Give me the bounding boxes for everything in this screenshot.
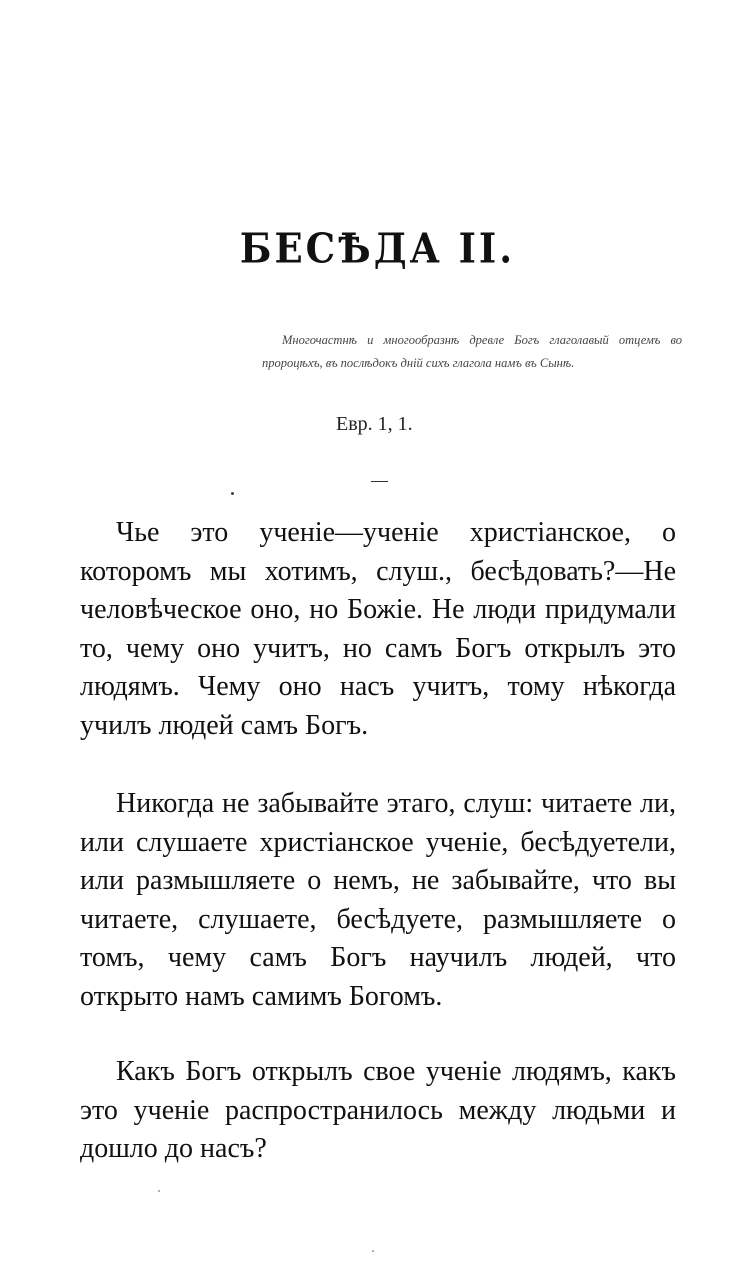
separator-rule — [371, 481, 388, 482]
paragraph-1: Чье это ученіе—ученіе христіанское, о которомъ мы хотимъ, слуш., бесѣдовать?—Не человѣческое оно, но Божіе. Не люди придумали то, чему оно учитъ, но самъ Богъ открылъ это людямъ. Чему оно насъ учитъ, тому нѣкогда училъ людей самъ Богъ. — [80, 517, 676, 741]
chapter-heading: БЕСѢДА II. — [239, 223, 516, 273]
print-speck — [158, 1190, 160, 1192]
print-speck — [231, 492, 234, 495]
paragraph-3: Какъ Богъ открылъ свое ученіе людямъ, какъ это ученіе распространилось между людьми и дошло до насъ? — [80, 1056, 676, 1164]
epigraph-quote: Многочастнѣ и многообразнѣ древле Богъ глаголавый отцемъ во пророцѣхъ, въ послѣдокъ дній сихъ глагола намъ въ Сынѣ. — [262, 333, 682, 370]
epigraph-reference: Евр. 1, 1. — [336, 413, 413, 435]
print-speck — [372, 1250, 374, 1252]
paragraph-2: Никогда не забывайте этаго, слуш: читаете ли, или слушаете христіанское ученіе, бесѣдуетели, или размышляете о немъ, не забывайте, что вы читаете, слушаете, бесѣдуете, размышляете о томъ, чему самъ Богъ научилъ людей, что открыто намъ самимъ Богомъ. — [80, 788, 676, 1012]
